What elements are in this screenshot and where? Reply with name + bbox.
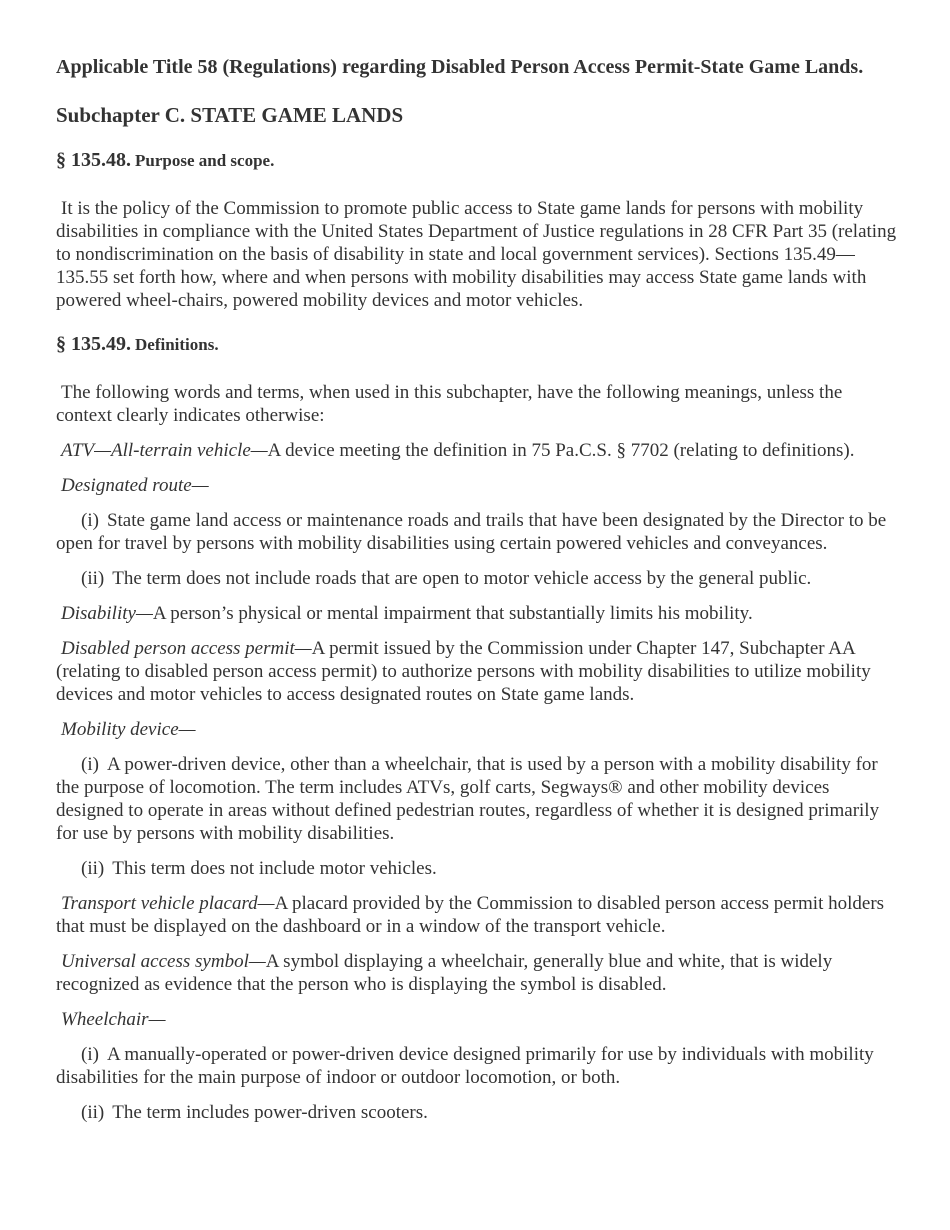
purpose-paragraph: It is the policy of the Commission to promote public access to State game lands for persons with mobility disabilities in compliance with the United States Department of Justice regulations in 28 CFR Part 35 (relating to nondiscrimination on the basis of disability in state and local government services). Sections 135.49—135.55 set forth how, where and when persons with mobility disabilities may access State game lands with powered wheel-chairs, powered mobility devices and motor vehicles. xyxy=(56,198,897,311)
definition-atv xyxy=(56,439,898,462)
section-heading-135-49 xyxy=(56,332,898,358)
definition-term: Disability— xyxy=(61,603,153,624)
definition-mobility-device xyxy=(56,718,898,741)
definition-text: A person’s physical or mental impairment that substantially limits his mobility. xyxy=(152,603,753,624)
item-text: A manually-operated or power-driven device designed primarily for use by individuals with mobility disabilities for the main purpose of indoor or outdoor locomotion, or both. xyxy=(56,1044,874,1088)
item-text: This term does not include motor vehicles. xyxy=(112,858,437,879)
definition-transport-vehicle-placard xyxy=(56,892,898,938)
item-text: A power-driven device, other than a wheelchair, that is used by a person with a mobility disability for the purpose of locomotion. The term includes ATVs, golf carts, Segways® and other mobility devices designed to operate in areas without defined pedestrian routes, regardless of whether it is designed primarily for use by persons with mobility disabilities. xyxy=(56,754,880,844)
definition-text: A symbol displaying a wheelchair, generally blue and white, that is widely recognized as evidence that the person who is displaying the symbol is disabled. xyxy=(56,951,833,995)
definition-term: ATV—All-terrain vehicle— xyxy=(61,440,268,461)
definition-item xyxy=(56,1101,898,1124)
definition-term: Universal access symbol— xyxy=(61,951,266,972)
section-title: Definitions. xyxy=(135,335,219,354)
section-heading-135-48 xyxy=(56,148,898,174)
definition-disability xyxy=(56,602,898,625)
item-text: State game land access or maintenance roads and trails that have been designated by the Director to be open for travel by persons with mobility disabilities using certain powered vehicles and conveyances. xyxy=(56,510,887,554)
definition-universal-access-symbol xyxy=(56,950,898,996)
item-marker: (i) xyxy=(81,1044,99,1065)
definition-term: Wheelchair— xyxy=(61,1009,166,1030)
item-marker: (ii) xyxy=(81,858,105,879)
definition-text: A placard provided by the Commission to disabled person access permit holders that must be displayed on the dashboard or in a window of the transport vehicle. xyxy=(56,893,885,937)
section-number: § 135.48. xyxy=(56,149,131,171)
definition-disabled-person-access-permit xyxy=(56,637,898,706)
item-marker: (ii) xyxy=(81,568,105,589)
definition-term: Mobility device— xyxy=(61,719,196,740)
definition-term: Designated route— xyxy=(61,475,209,496)
definition-item xyxy=(56,509,898,555)
item-text: The term does not include roads that are open to motor vehicle access by the general public. xyxy=(112,568,812,589)
definition-item xyxy=(56,753,898,845)
item-marker: (i) xyxy=(81,510,99,531)
definitions-intro: The following words and terms, when used in this subchapter, have the following meanings, unless the context clearly indicates otherwise: xyxy=(56,382,843,426)
item-marker: (ii) xyxy=(81,1102,105,1123)
subchapter-heading: Subchapter C. STATE GAME LANDS xyxy=(56,103,404,127)
definition-item xyxy=(56,857,898,880)
definition-term: Transport vehicle placard— xyxy=(61,893,275,914)
item-text: The term includes power-driven scooters. xyxy=(112,1102,428,1123)
item-marker: (i) xyxy=(81,754,99,775)
definition-text: A permit issued by the Commission under Chapter 147, Subchapter AA (relating to disabled person access permit) to authorize persons with mobility disabilities to utilize mobility devices and motor vehicles to access designated routes on State game lands. xyxy=(56,638,871,705)
section-number: § 135.49. xyxy=(56,333,131,355)
definition-text: A device meeting the definition in 75 Pa.C.S. § 7702 (relating to definitions). xyxy=(267,440,855,461)
definition-designated-route xyxy=(56,474,898,497)
section-title: Purpose and scope. xyxy=(135,151,275,170)
definition-wheelchair xyxy=(56,1008,898,1031)
definition-term: Disabled person access permit— xyxy=(61,638,312,659)
document-title: Applicable Title 58 (Regulations) regarding Disabled Person Access Permit-State Game Lands. xyxy=(56,56,864,78)
definition-item xyxy=(56,1043,898,1089)
definition-item xyxy=(56,567,898,590)
